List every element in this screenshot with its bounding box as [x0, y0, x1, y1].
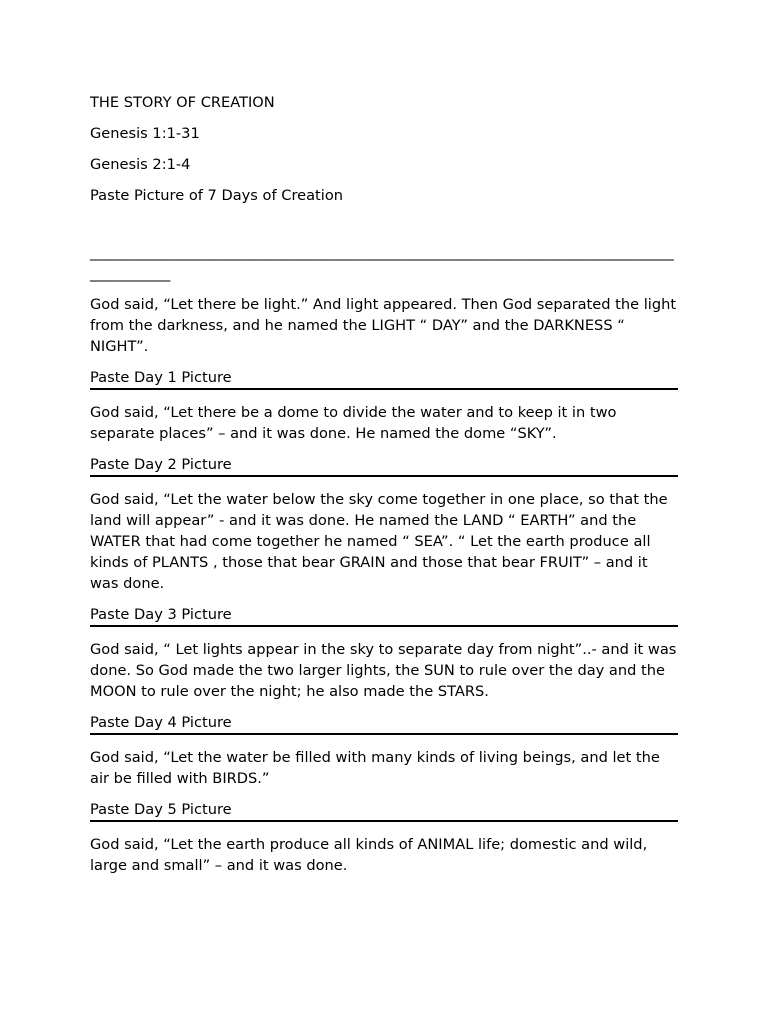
- day-1-picture-caption: Paste Day 1 Picture: [90, 367, 678, 390]
- day-4-text: God said, “ Let lights appear in the sky to separate day from night”..- and it was done. So God made the two larger lights, the SUN to rule over the day and the MOON to rule over the night; he also made the STARS.: [90, 641, 677, 700]
- underline-text-line: ___________________________________________________________________________________________: [90, 244, 674, 282]
- day-3-picture-caption: Paste Day 3 Picture: [90, 604, 678, 627]
- day-1-text: God said, “Let there be light.” And light appeared. Then God separated the light from the darkness, and he named the LIGHT “ DAY” and the DARKNESS “ NIGHT”.: [90, 296, 677, 355]
- day-4-picture-caption: Paste Day 4 Picture: [90, 712, 678, 735]
- day-5-text: God said, “Let the water be filled with many kinds of living beings, and let the air be filled with BIRDS.”: [90, 749, 660, 787]
- day-6-text: God said, “Let the earth produce all kinds of ANIMAL life; domestic and wild, large and small” – and it was done.: [90, 836, 648, 874]
- day-2-picture-caption: Paste Day 2 Picture: [90, 454, 678, 477]
- day-3-text: God said, “Let the water below the sky come together in one place, so that the land will appear” - and it was done. He named the LAND “ EARTH” and the WATER that had come together he named “ SEA”. “ Let the earth produce all kinds of PLANTS , those that bear GRAIN and those that bear FRUIT” – and it was done.: [90, 491, 668, 592]
- paste-main-picture-label: Paste Picture of 7 Days of Creation: [90, 187, 343, 204]
- scripture-reference-1: Genesis 1:1-31: [90, 125, 200, 142]
- document-title: THE STORY OF CREATION: [90, 94, 275, 111]
- day-2-text: God said, “Let there be a dome to divide the water and to keep it in two separate places” – and it was done. He named the dome “SKY”.: [90, 404, 617, 442]
- document-page: [90, 92, 678, 886]
- scripture-reference-2: Genesis 2:1-4: [90, 156, 191, 173]
- day-5-picture-caption: Paste Day 5 Picture: [90, 799, 678, 822]
